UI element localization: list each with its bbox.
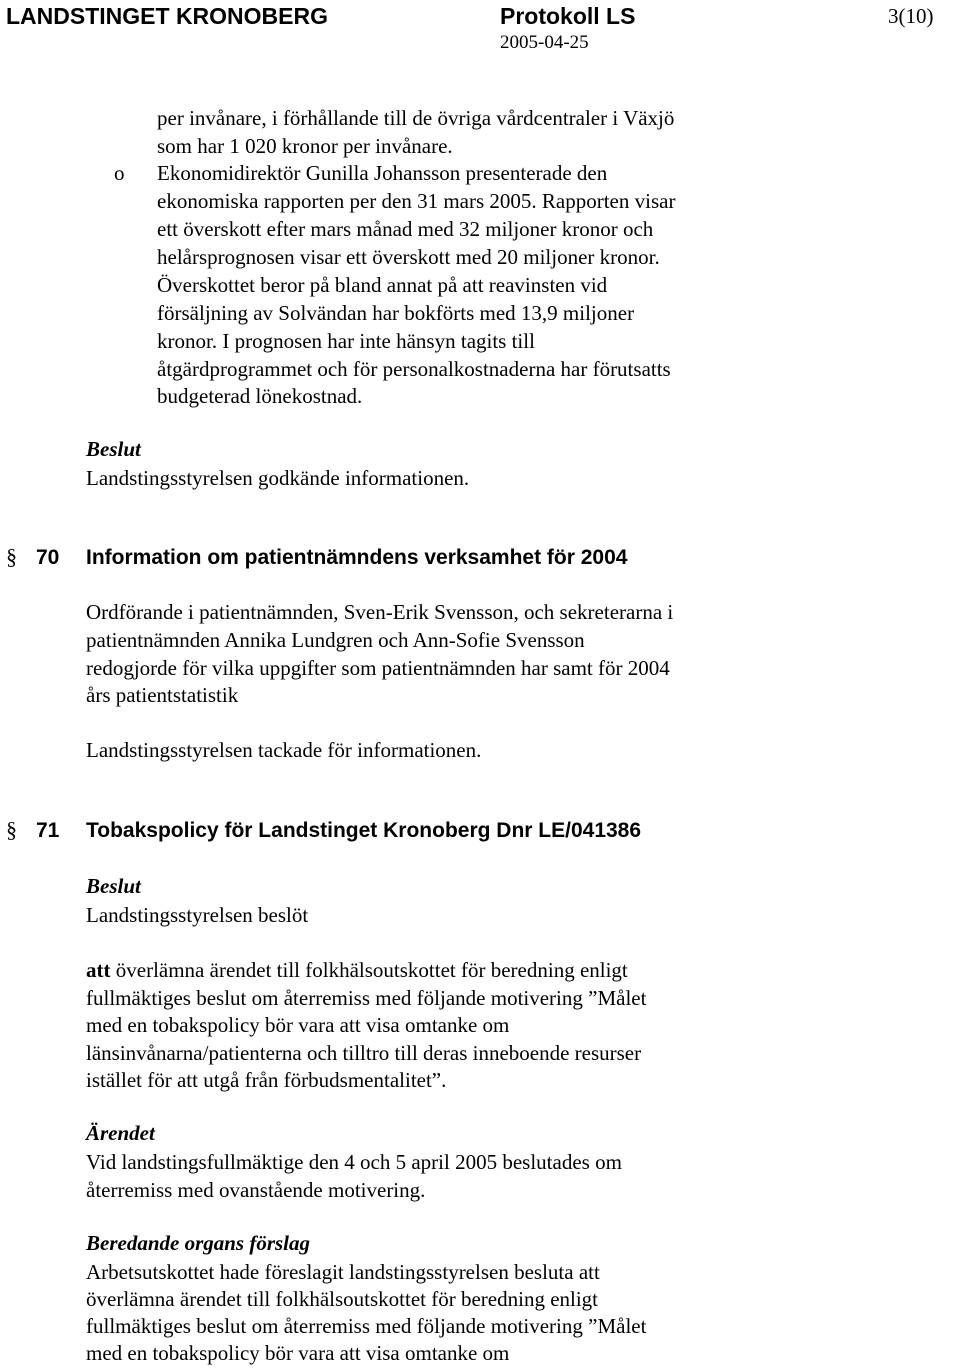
section-title: Tobakspolicy för Landstinget Kronoberg Dnr LE/041386 xyxy=(86,819,642,842)
closing-line: Landstingsstyrelsen tackade för informationen. xyxy=(86,738,482,762)
bullet-line: helårsprognosen visar ett överskott med 20 miljoner kronor. xyxy=(157,245,660,269)
document-date: 2005-04-25 xyxy=(500,32,589,53)
beslut-label: Beslut xyxy=(86,874,141,898)
att-line xyxy=(86,956,628,984)
paragraph-line: länsinvånarna/patienterna och tilltro till deras inneboende resurser xyxy=(86,1041,642,1065)
section-sign: § xyxy=(6,817,17,842)
org-name: LANDSTINGET KRONOBERG xyxy=(6,3,328,29)
beslut-intro: Landstingsstyrelsen beslöt xyxy=(86,903,309,927)
paragraph-line: Arbetsutskottet hade föreslagit landstingsstyrelsen besluta att xyxy=(86,1260,600,1284)
bullet-line: ett överskott efter mars månad med 32 miljoner kronor och xyxy=(157,217,654,241)
bullet-line: budgeterad lönekostnad. xyxy=(157,384,363,408)
paragraph-line: överlämna ärendet till folkhälsoutskottet för beredning enligt xyxy=(86,1287,599,1311)
section-number: 70 xyxy=(36,546,60,569)
arendet-label: Ärendet xyxy=(86,1121,155,1145)
bullet-line: Överskottet beror på bland annat på att reavinsten vid xyxy=(157,273,608,297)
paragraph-line: redogjorde för vilka uppgifter som patientnämnden har samt för 2004 xyxy=(86,656,670,680)
bullet-line: Ekonomidirektör Gunilla Johansson presenterade den xyxy=(157,161,608,185)
paragraph-line: fullmäktiges beslut om återremiss med följande motivering ”Målet xyxy=(86,986,647,1010)
section-sign: § xyxy=(6,544,17,569)
paragraph-line: med en tobakspolicy bör vara att visa omtanke om xyxy=(86,1013,510,1037)
beslut-label: Beslut xyxy=(86,437,141,461)
bullet-line: åtgärdprogrammet och för personalkostnaderna har förutsatts xyxy=(157,357,671,381)
att-keyword: att xyxy=(86,958,111,982)
paragraph-line: patientnämnden Annika Lundgren och Ann-Sofie Svensson xyxy=(86,628,585,652)
page-number: 3(10) xyxy=(888,4,934,28)
paragraph-line: fullmäktiges beslut om återremiss med följande motivering ”Målet xyxy=(86,1314,647,1338)
paragraph-line: Vid landstingsfullmäktige den 4 och 5 april 2005 beslutades om xyxy=(86,1150,622,1174)
bullet-line: försäljning av Solvändan har bokförts med 13,9 miljoner xyxy=(157,301,635,325)
beredande-label: Beredande organs förslag xyxy=(86,1231,311,1255)
paragraph-line: istället för att utgå från förbudsmentalitet”. xyxy=(86,1068,447,1092)
paragraph-line: återremiss med ovanstående motivering. xyxy=(86,1178,426,1202)
document-type: Protokoll LS xyxy=(500,3,636,29)
bullet-line: kronor. I prognosen har inte hänsyn tagits till xyxy=(157,329,535,353)
att-text: överlämna ärendet till folkhälsoutskottet för beredning enligt xyxy=(110,958,628,982)
paragraph-line: års patientstatistik xyxy=(86,683,239,707)
paragraph-line: som har 1 020 kronor per invånare. xyxy=(157,134,453,158)
paragraph-line: per invånare, i förhållande till de övriga vårdcentraler i Växjö xyxy=(157,106,675,130)
bullet-marker: o xyxy=(114,161,125,185)
paragraph-line: Ordförande i patientnämnden, Sven-Erik Svensson, och sekreterarna i xyxy=(86,600,674,624)
section-number: 71 xyxy=(36,819,60,842)
beslut-text: Landstingsstyrelsen godkände informationen. xyxy=(86,466,470,490)
bullet-line: ekonomiska rapporten per den 31 mars 2005. Rapporten visar xyxy=(157,189,676,213)
section-title: Information om patientnämndens verksamhet för 2004 xyxy=(86,546,628,569)
paragraph-line: med en tobakspolicy bör vara att visa omtanke om xyxy=(86,1341,510,1365)
